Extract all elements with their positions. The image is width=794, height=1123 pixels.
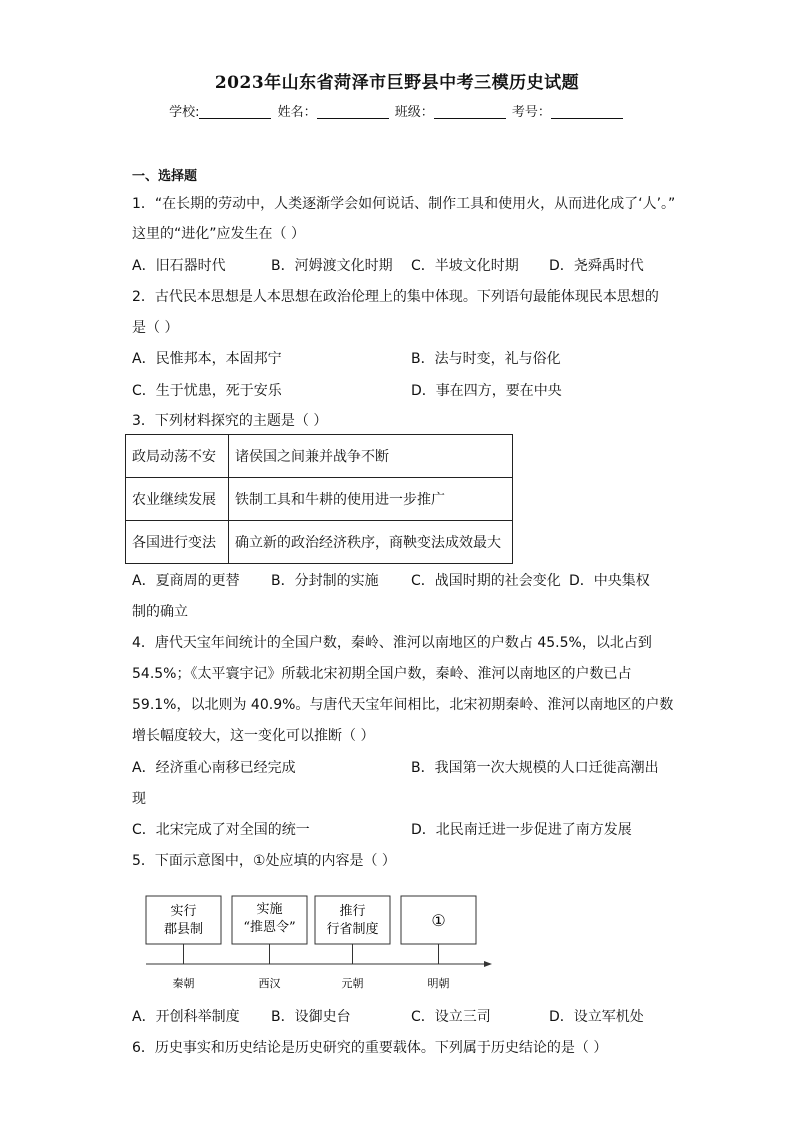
student-info-line (0, 101, 794, 120)
timeline-label-xihan: 西汉 (258, 977, 281, 990)
class-label: 班级： (394, 105, 434, 120)
q1-stem-line-1: 1．“在长期的劳动中，人类逐渐学会如何说话、制作工具和使用火，从而进化成了‘人’。” (132, 196, 676, 212)
q4-option-a[interactable]: A．经济重心南移已经完成 (132, 760, 296, 776)
table-row (126, 435, 513, 478)
q2-option-a[interactable]: A．民惟邦本，本固邦宁 (132, 351, 282, 367)
timeline-label-ming: 明朝 (427, 977, 450, 990)
q5-option-b[interactable]: B．设御史台 (271, 1009, 351, 1025)
table-row (126, 478, 513, 521)
timeline-arrow-icon (484, 961, 492, 967)
table-cell: 确立新的政治经济秩序，商鞅变法成效最大 (229, 521, 513, 564)
q3-option-d-wrap: 制的确立 (132, 604, 188, 620)
q2-option-d[interactable]: D．事在四方，要在中央 (411, 383, 562, 399)
timeline-box-2-line-1: 实施 (256, 902, 283, 917)
q4-stem-line-3: 59.1%，以北则为 40.9%。与唐代天宝年间相比，北宋初期秦岭、淮河以南地区的户数 (132, 697, 674, 713)
q4-stem-line-2: 54.5%；《太平寰宇记》所载北宋初期全国户数，秦岭、淮河以南地区的户数已占 (132, 666, 632, 682)
table-cell: 诸侯国之间兼并战争不断 (229, 435, 513, 478)
q4-option-c[interactable]: C．北宋完成了对全国的统一 (132, 822, 310, 838)
timeline-label-yuan: 元朝 (341, 977, 364, 990)
q1-stem-line-2: 这里的“进化”应发生在（ ） (132, 226, 305, 242)
name-blank[interactable] (317, 104, 389, 119)
timeline-box-1-line-1: 实行 (170, 904, 197, 919)
q3-option-d[interactable]: D．中央集权 (569, 573, 650, 589)
exam-no-label: 考号： (511, 105, 551, 120)
q4-stem-line-1: 4．唐代天宝年间统计的全国户数，秦岭、淮河以南地区的户数占 45.5%，以北占到 (132, 635, 652, 651)
table-cell: 各国进行变法 (126, 521, 229, 564)
table-row (126, 521, 513, 564)
timeline-box-4-marker: ① (431, 911, 446, 930)
table-cell: 铁制工具和牛耕的使用进一步推广 (229, 478, 513, 521)
q5-option-c[interactable]: C．设立三司 (411, 1009, 491, 1025)
school-label: 学校: (169, 105, 200, 120)
q3-option-a[interactable]: A．夏商周的更替 (132, 573, 240, 589)
q4-stem-line-4: 增长幅度较大，这一变化可以推断（ ） (132, 728, 375, 744)
q6-stem-line-1: 6．历史事实和历史结论是历史研究的重要载体。下列属于历史结论的是（ ） (132, 1040, 608, 1056)
q3-material-table (125, 434, 513, 564)
q1-option-c[interactable]: C．半坡文化时期 (411, 258, 519, 274)
timeline-box-3-line-1: 推行 (339, 904, 366, 919)
timeline-box-1-line-2: 郡县制 (163, 922, 204, 937)
section-heading: 一、选择题 (132, 169, 198, 184)
name-label: 姓名： (277, 105, 317, 120)
class-blank[interactable] (434, 104, 506, 119)
q5-timeline-diagram (130, 882, 500, 994)
q2-option-c[interactable]: C．生于忧患，死于安乐 (132, 383, 282, 399)
q1-option-d[interactable]: D．尧舜禹时代 (549, 258, 644, 274)
q3-stem-line-1: 3．下列材料探究的主题是（ ） (132, 413, 328, 429)
q2-option-b[interactable]: B．法与时变，礼与俗化 (411, 351, 561, 367)
school-blank[interactable] (199, 104, 271, 119)
q5-option-a[interactable]: A．开创科举制度 (132, 1009, 240, 1025)
q4-option-d[interactable]: D．北民南迁进一步促进了南方发展 (411, 822, 632, 838)
exam-no-blank[interactable] (551, 104, 623, 119)
q1-option-a[interactable]: A．旧石器时代 (132, 258, 226, 274)
q3-option-b[interactable]: B．分封制的实施 (271, 573, 379, 589)
q2-stem-line-1: 2．古代民本思想是人本思想在政治伦理上的集中体现。下列语句最能体现民本思想的 (132, 289, 659, 305)
q5-stem-line-1: 5．下面示意图中，①处应填的内容是（ ） (132, 853, 396, 869)
timeline-box-3-line-2: 行省制度 (326, 922, 379, 937)
table-cell: 农业继续发展 (126, 478, 229, 521)
q1-option-b[interactable]: B．河姆渡文化时期 (271, 258, 393, 274)
timeline-label-qin: 秦朝 (172, 977, 195, 990)
q2-stem-line-2: 是（ ） (132, 320, 179, 336)
page-title: 2023年山东省菏泽市巨野县中考三模历史试题 (214, 73, 580, 93)
q4-option-b[interactable]: B．我国第一次大规模的人口迁徙高潮出 (411, 760, 659, 776)
table-cell: 政局动荡不安 (126, 435, 229, 478)
timeline-box-2-line-2: “推恩令” (243, 920, 296, 935)
q3-option-c[interactable]: C．战国时期的社会变化 (411, 573, 561, 589)
q5-option-d[interactable]: D．设立军机处 (549, 1009, 644, 1025)
q4-option-b-wrap: 现 (132, 791, 146, 807)
